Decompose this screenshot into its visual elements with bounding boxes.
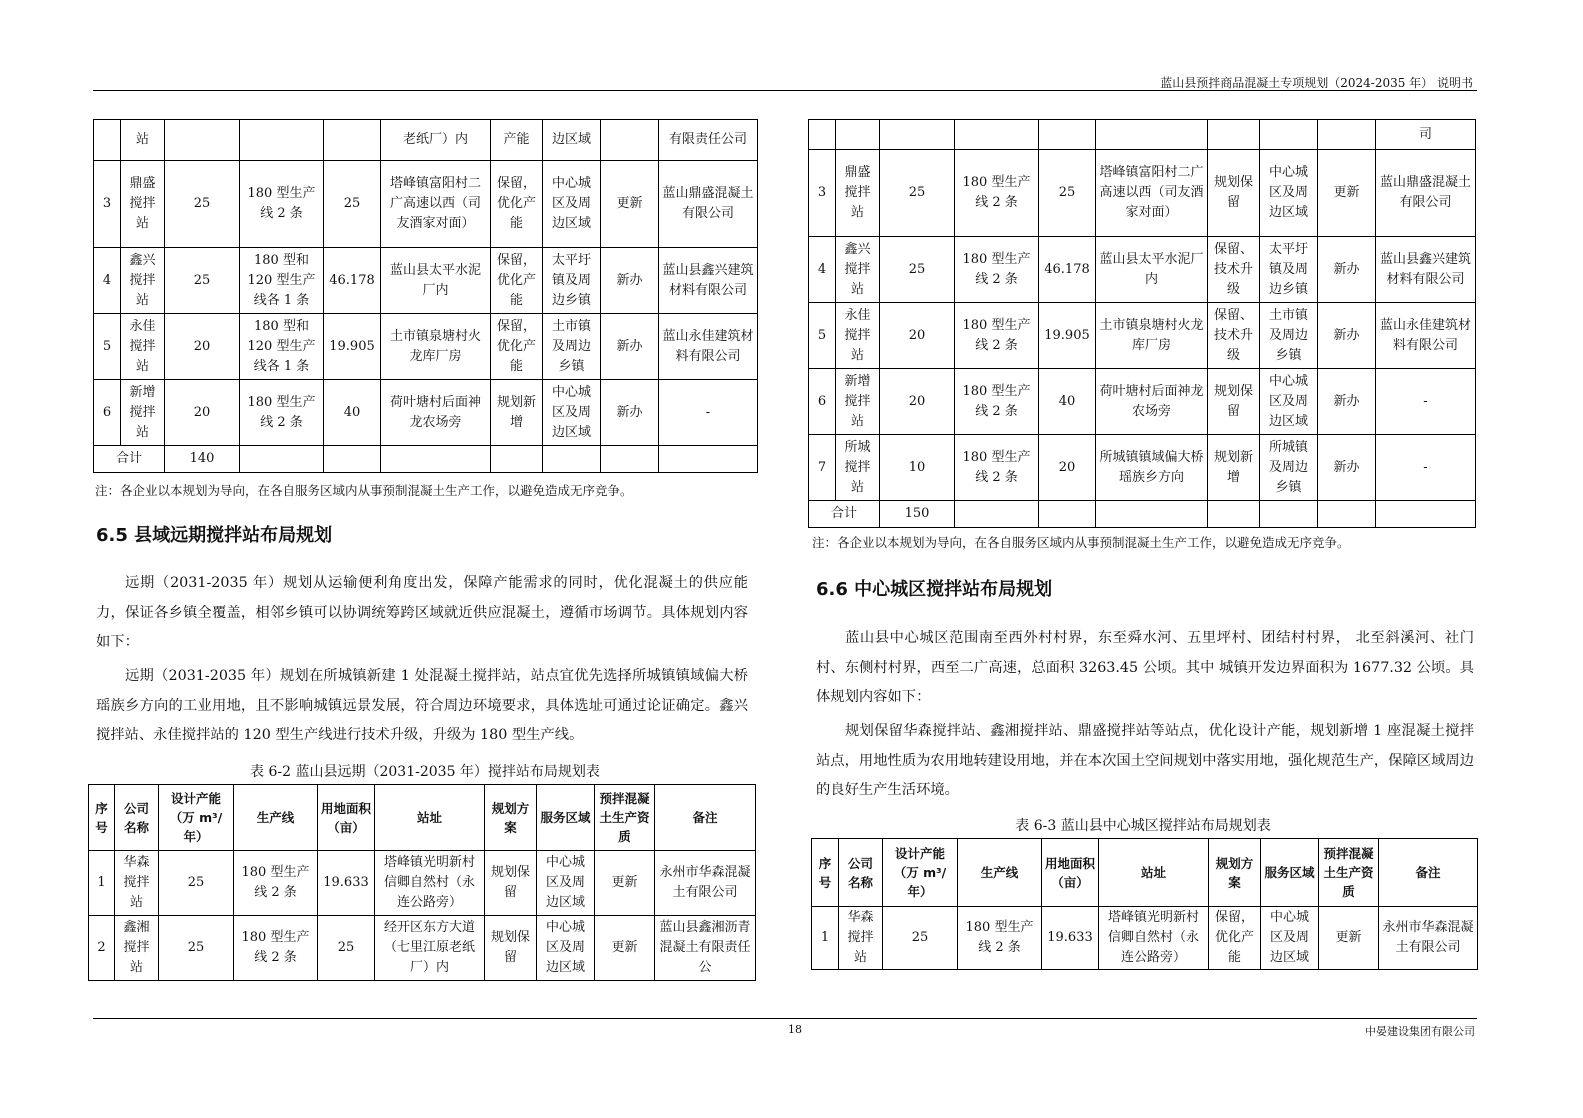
table-cell: 40 bbox=[1039, 369, 1096, 435]
empty-cell bbox=[601, 446, 659, 473]
table-cell bbox=[836, 120, 880, 150]
table-row bbox=[89, 851, 756, 916]
empty-cell bbox=[1208, 501, 1260, 528]
table-cell bbox=[1096, 120, 1208, 150]
table-cell: 180 型生产线 2 条 bbox=[955, 303, 1039, 369]
table-6-2-caption: 表 6-2 蓝山县远期（2031-2035 年）搅拌站布局规划表 bbox=[250, 764, 600, 780]
table-cell: 新办 bbox=[1318, 369, 1376, 435]
table-cell: 预拌混凝土生产资质 bbox=[595, 785, 655, 851]
table-cell: 19.905 bbox=[324, 314, 381, 380]
table-cell: 站址 bbox=[1099, 839, 1209, 907]
table-cell: 合计 bbox=[94, 446, 165, 473]
table-cell: 荷叶塘村后面神龙农场旁 bbox=[381, 380, 491, 446]
section-6-5-title: 6.5 县域远期搅拌站布局规划 bbox=[96, 525, 333, 546]
table-cell: 边区域 bbox=[543, 120, 601, 161]
table-cell: 更新 bbox=[595, 851, 655, 916]
table-cell: 19.633 bbox=[318, 851, 375, 916]
left-table-note: 注：各企业以本规划为导向，在各自服务区域内从事预制混凝土生产工作，以避免造成无序竞争。 bbox=[95, 483, 633, 498]
table-cell: 华森搅拌站 bbox=[839, 907, 883, 970]
empty-cell bbox=[240, 446, 324, 473]
empty-cell bbox=[659, 446, 758, 473]
table-cell: - bbox=[1376, 435, 1476, 501]
table-cell: 司 bbox=[1376, 120, 1476, 150]
table-cell: 鼎盛搅拌站 bbox=[121, 161, 165, 248]
table-row bbox=[94, 380, 758, 446]
table-cell: 站 bbox=[121, 120, 165, 161]
table-cell: - bbox=[1376, 369, 1476, 435]
table-cell: 25 bbox=[1039, 150, 1096, 237]
table-row bbox=[809, 303, 1476, 369]
table-cell: 塔峰镇富阳村二广高速以西（司友酒家对面） bbox=[1096, 150, 1208, 237]
table-cell: 规划新增 bbox=[1208, 435, 1260, 501]
table-cell: 20 bbox=[165, 380, 240, 446]
table-cell: 180 型生产线 2 条 bbox=[234, 851, 318, 916]
table-cell: 3 bbox=[94, 161, 121, 248]
table-cell: 中心城区及周边区域 bbox=[537, 851, 595, 916]
table-cell: 塔峰镇光明新村信卿自然村（永连公路旁） bbox=[375, 851, 485, 916]
table-cell: 规划保留 bbox=[1208, 369, 1260, 435]
table-cell bbox=[1260, 120, 1318, 150]
table-cell: 25 bbox=[159, 916, 234, 981]
table-cell: 中心城区及周边区域 bbox=[543, 380, 601, 446]
table-cell: 20 bbox=[880, 369, 955, 435]
table-cell: 1 bbox=[812, 907, 839, 970]
table-cell: 生产线 bbox=[234, 785, 318, 851]
empty-cell bbox=[1039, 501, 1096, 528]
table-cell: 5 bbox=[809, 303, 836, 369]
table-6-3-caption: 表 6-3 蓝山县中心城区搅拌站布局规划表 bbox=[1015, 818, 1271, 834]
empty-cell bbox=[1318, 501, 1376, 528]
table-cell: 鑫兴搅拌站 bbox=[121, 248, 165, 314]
table-row bbox=[812, 907, 1478, 970]
table-cell: - bbox=[659, 380, 758, 446]
table-cell: 土市镇泉塘村火龙库厂房 bbox=[381, 314, 491, 380]
table-cell: 鼎盛搅拌站 bbox=[836, 150, 880, 237]
table-cell: 25 bbox=[324, 161, 381, 248]
table-cell: 保留，优化产能 bbox=[1209, 907, 1261, 970]
table-cell: 经开区东方大道（七里江原老纸厂）内 bbox=[375, 916, 485, 981]
table-cell: 站址 bbox=[375, 785, 485, 851]
table-row bbox=[809, 237, 1476, 303]
table-cell: 新办 bbox=[1318, 303, 1376, 369]
table-cell: 有限责任公司 bbox=[659, 120, 758, 161]
table-cell: 用地面积（亩） bbox=[318, 785, 375, 851]
table-cell: 25 bbox=[880, 150, 955, 237]
table-6-3 bbox=[811, 838, 1478, 970]
total-row bbox=[809, 501, 1476, 528]
table-cell: 服务区域 bbox=[1261, 839, 1319, 907]
table-cell: 3 bbox=[809, 150, 836, 237]
table-cell: 蓝山鼎盛混凝土有限公司 bbox=[659, 161, 758, 248]
table-cell: 规划方案 bbox=[1209, 839, 1261, 907]
table-cell: 180 型生产线 2 条 bbox=[955, 150, 1039, 237]
table-cell: 新办 bbox=[601, 248, 659, 314]
table-cell: 20 bbox=[165, 314, 240, 380]
table-cell: 更新 bbox=[1318, 150, 1376, 237]
table-cell: 20 bbox=[1039, 435, 1096, 501]
table-row bbox=[809, 369, 1476, 435]
table-cell: 塔峰镇富阳村二广高速以西（司友酒家对面） bbox=[381, 161, 491, 248]
table-cell: 新增搅拌站 bbox=[121, 380, 165, 446]
footer-rule bbox=[93, 1018, 1477, 1019]
table-cell: 6 bbox=[94, 380, 121, 446]
table-cell: 规划方案 bbox=[485, 785, 537, 851]
table-cell bbox=[880, 120, 955, 150]
table-cell: 180 型和 120 型生产线各 1 条 bbox=[240, 248, 324, 314]
table-cell: 19.905 bbox=[1039, 303, 1096, 369]
table-cell: 蓝山县太平水泥厂内 bbox=[381, 248, 491, 314]
table-cell: 公司名称 bbox=[115, 785, 159, 851]
table-cell: 4 bbox=[94, 248, 121, 314]
table-cell: 蓝山县鑫兴建筑材料有限公司 bbox=[1376, 237, 1476, 303]
table-cell: 180 型生产线 2 条 bbox=[955, 369, 1039, 435]
right-paragraph-1: 蓝山县中心城区范围南至西外村村界，东至舜水河、五里坪村、团结村村界， 北至斜溪河、社门村、东侧村村界，西至二广高速，总面积 3263.45 公顷。其中 城镇开发边界面积为 1677.32 公顷。具体规划内容如下： bbox=[816, 630, 1474, 705]
table-cell: 中心城区及周边区域 bbox=[1260, 150, 1318, 237]
table-row bbox=[809, 120, 1476, 150]
table-cell: 鑫兴搅拌站 bbox=[836, 237, 880, 303]
table-cell: 46.178 bbox=[1039, 237, 1096, 303]
table-cell: 1 bbox=[89, 851, 115, 916]
table-cell: 6 bbox=[809, 369, 836, 435]
table-cell: 180 型生产线 2 条 bbox=[240, 380, 324, 446]
table-cell: 用地面积（亩） bbox=[1042, 839, 1099, 907]
table-cell: 保留，优化产能 bbox=[491, 161, 543, 248]
table-cell bbox=[165, 120, 240, 161]
table-cell: 所城镇及周边乡镇 bbox=[1260, 435, 1318, 501]
table-cell: 备注 bbox=[1379, 839, 1478, 907]
table-cell: 180 型生产线 2 条 bbox=[234, 916, 318, 981]
table-cell bbox=[601, 120, 659, 161]
table-cell bbox=[240, 120, 324, 161]
table-cell: 蓝山永佳建筑材料有限公司 bbox=[659, 314, 758, 380]
table-cell: 25 bbox=[318, 916, 375, 981]
table-cell: 中心城区及周边区域 bbox=[543, 161, 601, 248]
table-cell: 20 bbox=[880, 303, 955, 369]
table-cell: 中心城区及周边区域 bbox=[1260, 369, 1318, 435]
table-header-row bbox=[89, 785, 756, 851]
table-cell: 中心城区及周边区域 bbox=[537, 916, 595, 981]
table-cell: 老纸厂）内 bbox=[381, 120, 491, 161]
table-cell: 产能 bbox=[491, 120, 543, 161]
table-cell: 蓝山县鑫湘沥青混凝土有限责任公 bbox=[655, 916, 756, 981]
footer-company: 中晏建设集团有限公司 bbox=[1365, 1025, 1475, 1038]
table-cell: 土市镇及周边乡镇 bbox=[543, 314, 601, 380]
table-cell: 46.178 bbox=[324, 248, 381, 314]
table-cell bbox=[1208, 120, 1260, 150]
table-row bbox=[94, 314, 758, 380]
table-cell: 新办 bbox=[1318, 237, 1376, 303]
table-cell: 保留、技术升级 bbox=[1208, 303, 1260, 369]
right-paragraph-2: 规划保留华森搅拌站、鑫湘搅拌站、鼎盛搅拌站等站点，优化设计产能，规划新增 1 座混凝土搅拌站点，用地性质为农用地转建设用地，并在本次国土空间规划中落实用地，强化规范生产，保障区域周边的良好生产生活环境。 bbox=[816, 723, 1474, 798]
table-cell bbox=[324, 120, 381, 161]
table-row bbox=[809, 435, 1476, 501]
table-cell: 永佳搅拌站 bbox=[121, 314, 165, 380]
left-paragraph-2: 远期（2031-2035 年）规划在所城镇新建 1 处混凝土搅拌站，站点宜优先选择所城镇镇域偏大桥瑶族乡方向的工业用地，且不影响城镇远景发展，符合周边环境要求，具体选址可通过论证确定。鑫兴搅拌站、永佳搅拌站的 120 型生产线进行技术升级，升级为 180 型生产线。 bbox=[96, 668, 748, 743]
table-header-row bbox=[812, 839, 1478, 907]
table-cell: 更新 bbox=[595, 916, 655, 981]
table-cell bbox=[809, 120, 836, 150]
empty-cell bbox=[955, 501, 1039, 528]
empty-cell bbox=[1376, 501, 1476, 528]
table-cell: 设计产能（万 m³/年） bbox=[883, 839, 958, 907]
table-cell: 保留，优化产能 bbox=[491, 248, 543, 314]
table-row bbox=[94, 161, 758, 248]
empty-cell bbox=[543, 446, 601, 473]
table-cell: 4 bbox=[809, 237, 836, 303]
table-cell: 太平圩镇及周边乡镇 bbox=[543, 248, 601, 314]
table-cell: 25 bbox=[159, 851, 234, 916]
table-cell: 25 bbox=[165, 161, 240, 248]
table-cell: 预拌混凝土生产资质 bbox=[1319, 839, 1379, 907]
table-cell: 华森搅拌站 bbox=[115, 851, 159, 916]
table-cell: 保留，优化产能 bbox=[491, 314, 543, 380]
table-cell: 规划保留 bbox=[485, 916, 537, 981]
table-cell: 更新 bbox=[1319, 907, 1379, 970]
empty-cell bbox=[1096, 501, 1208, 528]
table-cell: 序号 bbox=[89, 785, 115, 851]
empty-cell bbox=[1260, 501, 1318, 528]
table-cell: 公司名称 bbox=[839, 839, 883, 907]
table-cell: 备注 bbox=[655, 785, 756, 851]
table-cell: 设计产能（万 m³/年） bbox=[159, 785, 234, 851]
left-continued-table bbox=[93, 119, 758, 473]
header-rule bbox=[93, 90, 1477, 91]
table-cell: 土市镇泉塘村火龙库厂房 bbox=[1096, 303, 1208, 369]
table-6-2 bbox=[88, 784, 756, 981]
left-paragraph-1: 远期（2031-2035 年）规划从运输便利角度出发，保障产能需求的同时，优化混凝土的供应能力，保证各乡镇全覆盖，相邻乡镇可以协调统筹跨区域就近供应混凝土，遵循市场调节。具体规划内容如下： bbox=[96, 575, 748, 650]
table-cell: 25 bbox=[883, 907, 958, 970]
table-cell: 中心城区及周边区域 bbox=[1261, 907, 1319, 970]
table-cell: 10 bbox=[880, 435, 955, 501]
table-row bbox=[94, 248, 758, 314]
table-cell: 永州市华森混凝土有限公司 bbox=[655, 851, 756, 916]
table-cell: 180 型生产线 2 条 bbox=[955, 237, 1039, 303]
table-cell: 序号 bbox=[812, 839, 839, 907]
table-cell bbox=[1039, 120, 1096, 150]
table-cell: 180 型生产线 2 条 bbox=[958, 907, 1042, 970]
table-cell: 所城搅拌站 bbox=[836, 435, 880, 501]
right-continued-table bbox=[808, 119, 1476, 528]
table-cell: 蓝山永佳建筑材料有限公司 bbox=[1376, 303, 1476, 369]
section-6-6-title: 6.6 中心城区搅拌站布局规划 bbox=[816, 579, 1053, 600]
total-row bbox=[94, 446, 758, 473]
table-cell: 180 型和 120 型生产线各 1 条 bbox=[240, 314, 324, 380]
table-cell bbox=[1318, 120, 1376, 150]
table-cell: 180 型生产线 2 条 bbox=[955, 435, 1039, 501]
table-cell: 更新 bbox=[601, 161, 659, 248]
empty-cell bbox=[324, 446, 381, 473]
table-cell: 140 bbox=[165, 446, 240, 473]
table-row bbox=[89, 916, 756, 981]
table-cell: 25 bbox=[880, 237, 955, 303]
table-cell: 所城镇镇域偏大桥瑶族乡方向 bbox=[1096, 435, 1208, 501]
table-cell: 生产线 bbox=[958, 839, 1042, 907]
table-row bbox=[94, 120, 758, 161]
table-cell: 永佳搅拌站 bbox=[836, 303, 880, 369]
table-cell: 蓝山县太平水泥厂内 bbox=[1096, 237, 1208, 303]
table-cell: 鑫湘搅拌站 bbox=[115, 916, 159, 981]
table-cell: 蓝山鼎盛混凝土有限公司 bbox=[1376, 150, 1476, 237]
table-cell: 新办 bbox=[601, 314, 659, 380]
table-cell: 新办 bbox=[1318, 435, 1376, 501]
table-cell: 服务区域 bbox=[537, 785, 595, 851]
table-cell: 规划保留 bbox=[1208, 150, 1260, 237]
table-cell: 40 bbox=[324, 380, 381, 446]
empty-cell bbox=[381, 446, 491, 473]
running-header: 蓝山县预拌商品混凝土专项规划（2024-2035 年） 说明书 bbox=[1160, 76, 1473, 90]
right-table-note: 注：各企业以本规划为导向，在各自服务区域内从事预制混凝土生产工作，以避免造成无序竞争。 bbox=[812, 535, 1350, 550]
table-cell: 新增搅拌站 bbox=[836, 369, 880, 435]
empty-cell bbox=[491, 446, 543, 473]
table-cell: 5 bbox=[94, 314, 121, 380]
table-cell: 永州市华森混凝土有限公司 bbox=[1379, 907, 1478, 970]
table-cell: 规划新增 bbox=[491, 380, 543, 446]
table-cell: 2 bbox=[89, 916, 115, 981]
table-cell: 150 bbox=[880, 501, 955, 528]
table-cell: 规划保留 bbox=[485, 851, 537, 916]
table-cell: 7 bbox=[809, 435, 836, 501]
table-cell: 蓝山县鑫兴建筑材料有限公司 bbox=[659, 248, 758, 314]
table-cell: 塔峰镇光明新村信卿自然村（永连公路旁） bbox=[1099, 907, 1209, 970]
table-row bbox=[809, 150, 1476, 237]
page-number: 18 bbox=[788, 1023, 802, 1036]
table-cell: 太平圩镇及周边乡镇 bbox=[1260, 237, 1318, 303]
table-cell: 保留、技术升级 bbox=[1208, 237, 1260, 303]
table-cell bbox=[94, 120, 121, 161]
table-cell: 土市镇及周边乡镇 bbox=[1260, 303, 1318, 369]
table-cell: 19.633 bbox=[1042, 907, 1099, 970]
table-cell: 25 bbox=[165, 248, 240, 314]
table-cell: 荷叶塘村后面神龙农场旁 bbox=[1096, 369, 1208, 435]
table-cell: 新办 bbox=[601, 380, 659, 446]
table-cell: 180 型生产线 2 条 bbox=[240, 161, 324, 248]
table-cell: 合计 bbox=[809, 501, 880, 528]
table-cell bbox=[955, 120, 1039, 150]
